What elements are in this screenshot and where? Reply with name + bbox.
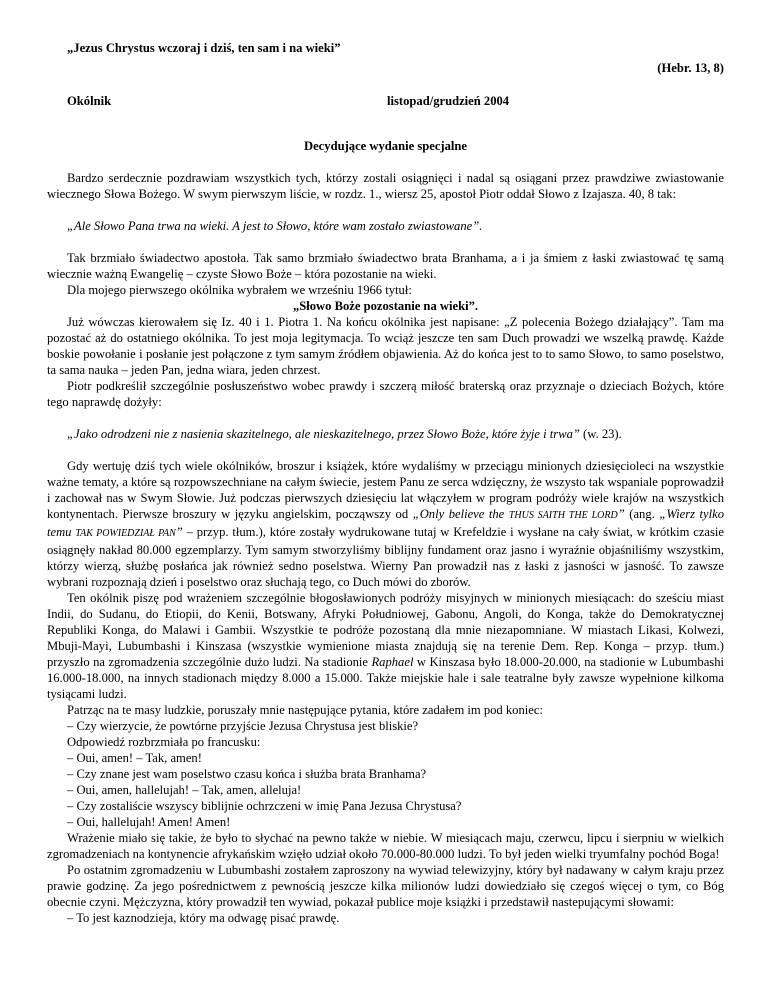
document-label: Okólnik	[67, 94, 112, 108]
paragraph-5: Piotr podkreślił szczególnie posłuszeństwo wobec prawdy i szczerą miłość braterską oraz przyznaje o dzieciach Bożych, które tego naprawdę dożyły:	[47, 379, 724, 409]
document-date: listopad/grudzień 2004	[387, 94, 510, 108]
polish-title-a: „Wierz tylko temu	[47, 507, 725, 539]
quote-2-text: „Jako odrodzeni nie z nasienia skazitelnego, ale nieskazitelnego, przez Słowo Boże, które żyje i trwa”	[67, 427, 580, 441]
paragraph-6-part-b: (ang.	[624, 507, 660, 521]
dialogue-line-3: – Oui, amen! – Tak, amen!	[67, 751, 202, 765]
polish-title-b: TAK POWIEDZIAŁ PAN	[75, 528, 176, 539]
info-row	[47, 93, 724, 109]
paragraph-10: Po ostatnim zgromadzeniu w Lubumbashi zostałem zaproszony na wywiad telewizyjny, który był nadawany w całym kraju przez prawie godzinę. Za jego pośrednictwem z pewnością jeszcze kilka milionów ludzi dowiedziało się czegoś więcej o tym, co Bóg obecnie czyni. Mężczyzna, który prowadził ten wywiad, pokazał publice moje książki i przedstawił nastepującymi słowami:	[47, 863, 724, 909]
quote-1: „Ale Słowo Pana trwa na wieki. A jest to Słowo, które wam zostało zwiastowane”.	[67, 219, 483, 233]
paragraph-8: Patrząc na te masy ludzkie, poruszały mnie następujące pytania, które zadałem im pod koniec:	[67, 703, 543, 717]
paragraph-1: Bardzo serdecznie pozdrawiam wszystkich tych, którzy zostali osiągnięci i nadal są osiągani przez prawdziwe zwiastowanie wiecznego Słowa Bożego. W swym pierwszym liście, w rozdz. 1., wiersz 25, apostoł Piotr oddał Słowo z Izajasza. 40, 8 tak:	[47, 171, 724, 201]
stadium-name: Raphael	[371, 655, 414, 669]
paragraph-2: Tak brzmiało świadectwo apostoła. Tak samo brzmiało świadectwo brata Branhama, a i ja śmiem z łaski zwiastować tę samą wiecznie ważną Ewangelię – czyste Słowo Boże – która pozostanie na wieki.	[47, 251, 724, 281]
english-title-b: THUS SAITH THE LORD	[508, 510, 618, 521]
motto: „Jezus Chrystus wczoraj i dziś, ten sam i na wieki”	[67, 41, 341, 55]
english-title	[413, 507, 625, 521]
english-title-c: ”	[617, 507, 625, 521]
dialogue-line-1: – Czy wierzycie, że powtórne przyjście Jezusa Chrystusa jest bliskie?	[67, 719, 419, 733]
paragraph-3: Dla mojego pierwszego okólnika wybrałem we wrześniu 1966 tytuł:	[67, 283, 412, 297]
bible-reference: (Hebr. 13, 8)	[657, 61, 724, 75]
paragraph-6-part-c: – przyp. tłum.), które zostały wydrukowane tutaj w Krefeldzie i wysłane na cały świat, w krótkim czasie osiągnęły nakład 80.000 egzemplarzy. Tym samym stworzyliśmy biblijny fundament oraz jasno i wyraźnie objaśniliśmy wszystkim, którzy wierzą, służbę posłańca jak również sedno poselstwa. Wierny Pan prowadził nas z łaski z jasności w jasność. To zawsze wybrani rozpoznają dzień i poselstwo oraz słuchają tego, co Duch mówi do zborów.	[47, 525, 724, 589]
paragraph-7	[47, 590, 724, 702]
dialogue-line-4: – Czy znane jest wam poselstwo czasu końca i służba brata Branhama?	[67, 767, 427, 781]
polish-title-c: ”	[175, 525, 183, 539]
quote-2-ref: (w. 23).	[579, 427, 622, 441]
paragraph-7-part-a: Ten okólnik piszę pod wrażeniem szczególnie błogosławionych podróży misyjnych w minionych miesiącach: do sześciu miast Indii, do Sudanu, do Etiopii, do Kenii, Botswany, Afryki Południowej, Gabonu, Angoli, do Konga, także do Demokratycznej Republiki Konga, do Malawi i Gambii. Wszystkie te podróże pozostaną dla mnie niezapomniane. W miastach Likasi, Kolwezi, Mbuji-Mayi, Lubumbashi i Kinszasa (wszystkie wymienione miasta znajdują się na terenie Dem. Rep. Konga – przyp. tłum.) przyszło na zgromadzenia szczególnie dużo ludzi. Na stadionie	[47, 591, 724, 669]
dialogue-line-6: – Czy zostaliście wszyscy biblijnie ochrzczeni w imię Pana Jezusa Chrystusa?	[67, 799, 462, 813]
paragraph-11: – To jest kaznodzieja, który ma odwagę pisać prawdę.	[67, 911, 340, 925]
dialogue-line-5: – Oui, amen, hallelujah! – Tak, amen, alleluja!	[67, 783, 302, 797]
quote-2	[47, 426, 724, 442]
first-circular-title: „Słowo Boże pozostanie na wieki”.	[292, 299, 479, 313]
dialogue-line-2: Odpowiedź rozbrzmiała po francusku:	[67, 735, 261, 749]
paragraph-7-part-b: w Kinszasa było 18.000-20.000, na stadionie w Lubumbashi 16.000-18.000, na innych stadionach między 8.000 a 15.000. Także miejskie hale i sale teatralne były zawsze wypełnione kilkoma tysiącami ludzi.	[47, 655, 724, 701]
paragraph-9: Wrażenie miało się takie, że było to słychać na pewno także w niebie. W miesiącach maju, czerwcu, lipcu i sierpniu w wielkich zgromadzeniach na kontynencie afrykańskim wzięło udział około 70.000-80.000 ludzi. To był jeden wielki tryumfalny pochód Boga!	[47, 831, 724, 861]
dialogue-line-7: – Oui, hallelujah! Amen! Amen!	[67, 815, 231, 829]
paragraph-6-part-a: Gdy wertuję dziś tych wiele okólników, broszur i książek, które wydaliśmy w przeciągu minionych dziesięcioleci na wszystkie ważne tematy, a które są rozpowszechniane na całym świecie, jestem Panu ze serca wdzięczny, że wszysto tak wspaniale poprowadził i zachował nas w Swym Słowie. Już podczas pierwszych dziesięciu lat włączyłem w program podróży wiele krajów na wszystkich kontynentach. Pierwsze broszury w języku angielskim, począwszy od	[47, 459, 724, 521]
paragraph-6	[47, 458, 724, 590]
english-title-a: „Only believe the	[412, 507, 509, 521]
page-title: Decydujące wydanie specjalne	[304, 139, 467, 153]
paragraph-4: Już wówczas kierowałem się Iz. 40 i 1. Piotra 1. Na końcu okólnika jest napisane: „Z polecenia Bożego działający”. Tam ma pozostać aż do ostatniego okólnika. To jest moja legitymacja. To wciąż jeszcze ten sam Duch prowadzi we wszelką prawdę. Każde boskie powołanie i posłanie jest połączone z tym samym źródłem objawienia. Aż do końca jest to to samo Słowo, to samo poselstwo, ta sama nauka – jeden Pan, jedna wiara, jeden chrzest.	[47, 315, 724, 377]
